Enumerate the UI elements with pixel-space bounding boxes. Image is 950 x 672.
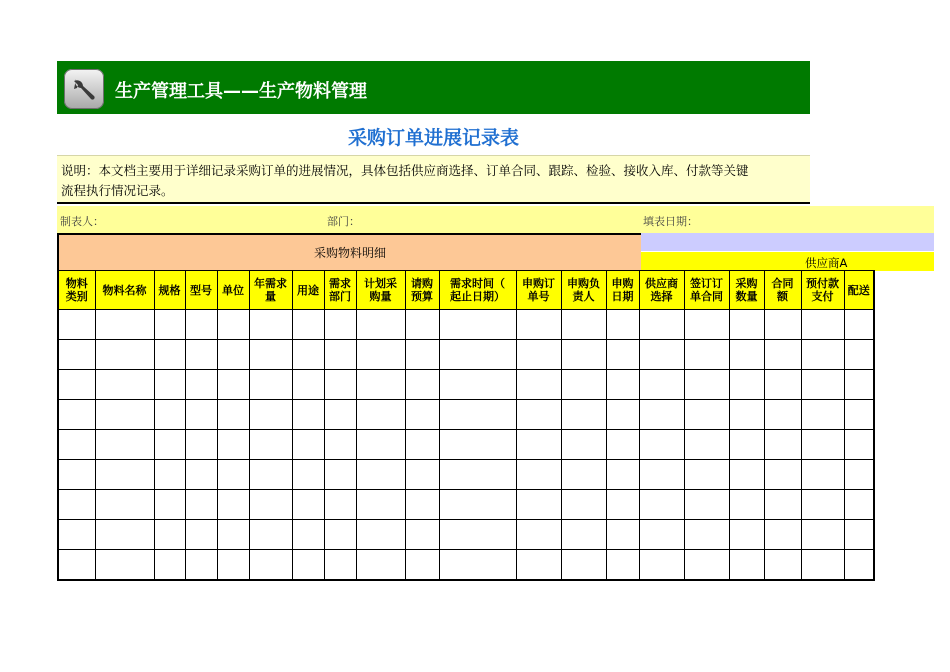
table-cell[interactable] <box>561 310 606 340</box>
table-cell[interactable] <box>561 340 606 370</box>
table-cell[interactable] <box>844 460 874 490</box>
table-cell[interactable] <box>154 490 185 520</box>
column-header <box>684 271 729 310</box>
table-cell[interactable] <box>801 490 844 520</box>
column-header-line: 量 <box>265 290 276 303</box>
banner-title: 生产管理工具——生产物料管理 <box>115 81 367 102</box>
table-cell[interactable] <box>764 400 801 430</box>
table-cell[interactable] <box>249 490 292 520</box>
table-cell[interactable] <box>801 370 844 400</box>
table-cell[interactable] <box>729 340 764 370</box>
column-header-line: 单位 <box>222 283 244 297</box>
table-cell[interactable] <box>405 310 439 340</box>
table-body <box>58 310 874 581</box>
table-cell[interactable] <box>95 550 154 581</box>
table-cell[interactable] <box>217 460 249 490</box>
table-cell[interactable] <box>95 400 154 430</box>
column-header-line: 购量 <box>369 290 392 303</box>
table-cell[interactable] <box>439 430 516 460</box>
table-cell[interactable] <box>729 460 764 490</box>
table-cell[interactable] <box>844 400 874 430</box>
table-cell[interactable] <box>516 460 561 490</box>
table-cell[interactable] <box>606 550 639 581</box>
column-header-line: 用途 <box>297 283 319 297</box>
table-cell[interactable] <box>185 520 217 550</box>
table-cell[interactable] <box>405 460 439 490</box>
table-cell[interactable] <box>729 550 764 581</box>
table-cell[interactable] <box>801 460 844 490</box>
table-cell[interactable] <box>439 520 516 550</box>
column-header <box>58 271 95 310</box>
table-cell[interactable] <box>764 490 801 520</box>
table-cell[interactable] <box>154 310 185 340</box>
meta-row <box>57 206 934 233</box>
table-cell[interactable] <box>606 460 639 490</box>
table-cell[interactable] <box>639 550 684 581</box>
table-cell[interactable] <box>154 460 185 490</box>
table-cell[interactable] <box>356 520 405 550</box>
table-cell[interactable] <box>764 550 801 581</box>
table-row <box>58 460 874 490</box>
preparer-label: 制表人： <box>60 215 104 228</box>
table-cell[interactable] <box>356 430 405 460</box>
column-header-line: 型号 <box>190 283 212 297</box>
column-header-line: 额 <box>777 290 788 303</box>
table-cell[interactable] <box>405 520 439 550</box>
table-cell[interactable] <box>606 430 639 460</box>
table-row <box>58 400 874 430</box>
column-header-line: 单号 <box>527 290 550 303</box>
table-cell[interactable] <box>561 370 606 400</box>
table-cell[interactable] <box>801 340 844 370</box>
column-header-line: 申购订 <box>522 277 555 290</box>
table-row <box>58 370 874 400</box>
table-cell[interactable] <box>324 490 356 520</box>
supplier-group-header <box>641 233 934 251</box>
table-cell[interactable] <box>185 550 217 581</box>
column-header-line: 物料名称 <box>102 283 147 297</box>
table-cell[interactable] <box>561 550 606 581</box>
table-cell[interactable] <box>154 400 185 430</box>
column-header-line: 类别 <box>65 290 88 303</box>
table-cell[interactable] <box>58 430 95 460</box>
table-cell[interactable] <box>249 460 292 490</box>
table-cell[interactable] <box>58 310 95 340</box>
table-header-row <box>58 271 874 310</box>
table-cell[interactable] <box>764 520 801 550</box>
table-cell[interactable] <box>844 370 874 400</box>
table-cell[interactable] <box>639 430 684 460</box>
table-cell[interactable] <box>356 550 405 581</box>
table-cell[interactable] <box>95 370 154 400</box>
table-cell[interactable] <box>729 400 764 430</box>
table-cell[interactable] <box>684 430 729 460</box>
column-header <box>439 271 516 310</box>
column-header-line: 选择 <box>650 290 673 303</box>
column-header-line: 请购 <box>411 277 433 290</box>
table-cell[interactable] <box>844 310 874 340</box>
table-cell[interactable] <box>95 490 154 520</box>
table-cell[interactable] <box>324 370 356 400</box>
table-cell[interactable] <box>95 430 154 460</box>
column-header <box>801 271 844 310</box>
column-header-line: 规格 <box>158 283 181 297</box>
table-cell[interactable] <box>639 490 684 520</box>
table-cell[interactable] <box>684 310 729 340</box>
column-header-line: 配送 <box>847 283 870 297</box>
table-cell[interactable] <box>516 550 561 581</box>
column-header-line: 支付 <box>811 290 834 303</box>
table-cell[interactable] <box>217 520 249 550</box>
table-cell[interactable] <box>292 490 324 520</box>
table-cell[interactable] <box>684 370 729 400</box>
column-header <box>844 271 874 310</box>
table-cell[interactable] <box>606 490 639 520</box>
table-cell[interactable] <box>639 340 684 370</box>
table-cell[interactable] <box>154 340 185 370</box>
table-cell[interactable] <box>516 490 561 520</box>
table-cell[interactable] <box>154 370 185 400</box>
table-cell[interactable] <box>801 310 844 340</box>
table-cell[interactable] <box>684 400 729 430</box>
column-header <box>639 271 684 310</box>
table-cell[interactable] <box>249 400 292 430</box>
column-header <box>356 271 405 310</box>
document-title: 采购订单进展记录表 <box>347 127 519 149</box>
table-cell[interactable] <box>516 520 561 550</box>
table-cell[interactable] <box>324 340 356 370</box>
table-cell[interactable] <box>439 490 516 520</box>
column-header-line: 采购 <box>735 277 758 290</box>
table-cell[interactable] <box>249 520 292 550</box>
table-cell[interactable] <box>185 430 217 460</box>
table-cell[interactable] <box>185 490 217 520</box>
column-header-line: 计划采 <box>364 277 397 290</box>
materials-detail-header: 采购物料明细 <box>57 233 641 271</box>
column-header-line: 签订订 <box>690 277 723 290</box>
table-cell[interactable] <box>324 310 356 340</box>
table-cell[interactable] <box>292 460 324 490</box>
table-cell[interactable] <box>58 550 95 581</box>
table-cell[interactable] <box>639 460 684 490</box>
table-cell[interactable] <box>516 340 561 370</box>
table-cell[interactable] <box>729 310 764 340</box>
column-header-line: 需求 <box>329 277 351 290</box>
table-cell[interactable] <box>801 430 844 460</box>
wrench-icon <box>64 69 104 109</box>
table-cell[interactable] <box>324 430 356 460</box>
table-cell[interactable] <box>639 310 684 340</box>
description-box <box>57 155 810 204</box>
table-cell[interactable] <box>639 400 684 430</box>
table-cell[interactable] <box>154 520 185 550</box>
table-cell[interactable] <box>844 430 874 460</box>
table-cell[interactable] <box>292 340 324 370</box>
table-cell[interactable] <box>439 370 516 400</box>
table-cell[interactable] <box>356 310 405 340</box>
table-cell[interactable] <box>639 370 684 400</box>
app-banner <box>57 61 810 114</box>
table-cell[interactable] <box>292 310 324 340</box>
table-cell[interactable] <box>606 370 639 400</box>
table-cell[interactable] <box>606 340 639 370</box>
table-cell[interactable] <box>58 520 95 550</box>
table-cell[interactable] <box>729 490 764 520</box>
table-cell[interactable] <box>405 550 439 581</box>
column-header-line: 数量 <box>735 290 758 303</box>
table-cell[interactable] <box>58 340 95 370</box>
table-cell[interactable] <box>185 310 217 340</box>
column-header <box>561 271 606 310</box>
table-cell[interactable] <box>729 370 764 400</box>
table-cell[interactable] <box>405 340 439 370</box>
table-cell[interactable] <box>154 430 185 460</box>
column-header-line: 预算 <box>411 290 433 303</box>
table-cell[interactable] <box>439 460 516 490</box>
table-cell[interactable] <box>58 400 95 430</box>
table-cell[interactable] <box>356 340 405 370</box>
table-cell[interactable] <box>185 460 217 490</box>
table-cell[interactable] <box>684 460 729 490</box>
table-cell[interactable] <box>606 310 639 340</box>
column-header-line: 单合同 <box>690 290 723 303</box>
column-header <box>217 271 249 310</box>
table-row <box>58 520 874 550</box>
supplier-header <box>641 252 934 271</box>
table-cell[interactable] <box>58 370 95 400</box>
column-header <box>292 271 324 310</box>
table-cell[interactable] <box>606 400 639 430</box>
table-cell[interactable] <box>95 520 154 550</box>
table-cell[interactable] <box>684 490 729 520</box>
column-header-line: 预付款 <box>806 277 839 290</box>
table-row <box>58 550 874 581</box>
table-cell[interactable] <box>516 430 561 460</box>
column-header <box>606 271 639 310</box>
table-cell[interactable] <box>217 400 249 430</box>
table-row <box>58 310 874 340</box>
column-header-line: 年需求 <box>254 277 287 290</box>
column-header-line: 日期 <box>611 290 634 303</box>
column-header-line: 申购负 <box>567 277 600 290</box>
purchase-order-table <box>57 270 875 581</box>
table-cell[interactable] <box>249 370 292 400</box>
table-row <box>58 340 874 370</box>
table-cell[interactable] <box>729 430 764 460</box>
table-cell[interactable] <box>324 520 356 550</box>
table-cell[interactable] <box>217 430 249 460</box>
column-header-line: 需求时间（ <box>450 277 505 290</box>
table-cell[interactable] <box>844 340 874 370</box>
table-cell[interactable] <box>95 310 154 340</box>
table-cell[interactable] <box>58 490 95 520</box>
table-cell[interactable] <box>217 550 249 581</box>
table-cell[interactable] <box>639 520 684 550</box>
table-cell[interactable] <box>292 550 324 581</box>
table-cell[interactable] <box>356 400 405 430</box>
table-cell[interactable] <box>292 430 324 460</box>
column-header-line: 合同 <box>771 277 794 290</box>
column-header <box>154 271 185 310</box>
column-header-line: 供应商 <box>645 277 678 290</box>
table-cell[interactable] <box>439 550 516 581</box>
department-label: 部门： <box>327 215 360 228</box>
table-cell[interactable] <box>185 340 217 370</box>
table-cell[interactable] <box>405 370 439 400</box>
table-cell[interactable] <box>606 520 639 550</box>
table-cell[interactable] <box>764 310 801 340</box>
table-cell[interactable] <box>217 340 249 370</box>
table-cell[interactable] <box>801 400 844 430</box>
table-cell[interactable] <box>729 520 764 550</box>
date-label: 填表日期： <box>643 215 698 228</box>
table-cell[interactable] <box>516 400 561 430</box>
table-cell[interactable] <box>95 340 154 370</box>
table-cell[interactable] <box>844 490 874 520</box>
supplier-name: 供应商A <box>805 256 848 270</box>
table-cell[interactable] <box>185 370 217 400</box>
table-cell[interactable] <box>405 430 439 460</box>
table-cell[interactable] <box>801 520 844 550</box>
table-cell[interactable] <box>292 400 324 430</box>
column-header <box>405 271 439 310</box>
table-cell[interactable] <box>439 340 516 370</box>
table-cell[interactable] <box>561 430 606 460</box>
table-cell[interactable] <box>516 370 561 400</box>
table-cell[interactable] <box>249 550 292 581</box>
table-cell[interactable] <box>405 400 439 430</box>
table-cell[interactable] <box>324 400 356 430</box>
column-header <box>249 271 292 310</box>
column-header-line: 物料 <box>65 277 88 290</box>
column-header <box>516 271 561 310</box>
table-cell[interactable] <box>844 550 874 581</box>
table-cell[interactable] <box>844 520 874 550</box>
table-cell[interactable] <box>356 460 405 490</box>
description-line-2: 流程执行情况记录。 <box>61 183 174 198</box>
table-cell[interactable] <box>356 490 405 520</box>
table-cell[interactable] <box>684 520 729 550</box>
column-header-line: 起止日期） <box>450 290 505 303</box>
description-line-1: 说明：本文档主要用于详细记录采购订单的进展情况，具体包括供应商选择、订单合同、跟踪、检验、接收入库、付款等关键 <box>61 163 749 178</box>
table-cell[interactable] <box>217 490 249 520</box>
table-cell[interactable] <box>684 340 729 370</box>
table-cell[interactable] <box>561 490 606 520</box>
column-header <box>185 271 217 310</box>
table-cell[interactable] <box>185 400 217 430</box>
column-header-line: 责人 <box>572 290 595 303</box>
table-cell[interactable] <box>561 520 606 550</box>
table-row <box>58 430 874 460</box>
column-header <box>324 271 356 310</box>
table-cell[interactable] <box>516 310 561 340</box>
table-cell[interactable] <box>217 370 249 400</box>
table-cell[interactable] <box>764 340 801 370</box>
table-cell[interactable] <box>764 370 801 400</box>
table-cell[interactable] <box>292 520 324 550</box>
table-cell[interactable] <box>764 430 801 460</box>
column-header-line: 部门 <box>329 290 351 303</box>
table-cell[interactable] <box>356 370 405 400</box>
table-cell[interactable] <box>439 400 516 430</box>
table-cell[interactable] <box>561 400 606 430</box>
column-header-line: 申购 <box>611 277 634 290</box>
table-cell[interactable] <box>324 460 356 490</box>
table-cell[interactable] <box>154 550 185 581</box>
table-cell[interactable] <box>95 460 154 490</box>
table-cell[interactable] <box>324 550 356 581</box>
table-cell[interactable] <box>58 460 95 490</box>
column-header <box>764 271 801 310</box>
table-cell[interactable] <box>249 340 292 370</box>
table-cell[interactable] <box>801 550 844 581</box>
table-cell[interactable] <box>217 310 249 340</box>
table-cell[interactable] <box>764 460 801 490</box>
column-header <box>95 271 154 310</box>
table-cell[interactable] <box>439 310 516 340</box>
table-cell[interactable] <box>684 550 729 581</box>
table-row <box>58 490 874 520</box>
table-cell[interactable] <box>561 460 606 490</box>
table-cell[interactable] <box>249 310 292 340</box>
table-cell[interactable] <box>292 370 324 400</box>
table-cell[interactable] <box>249 430 292 460</box>
column-header <box>729 271 764 310</box>
table-cell[interactable] <box>405 490 439 520</box>
